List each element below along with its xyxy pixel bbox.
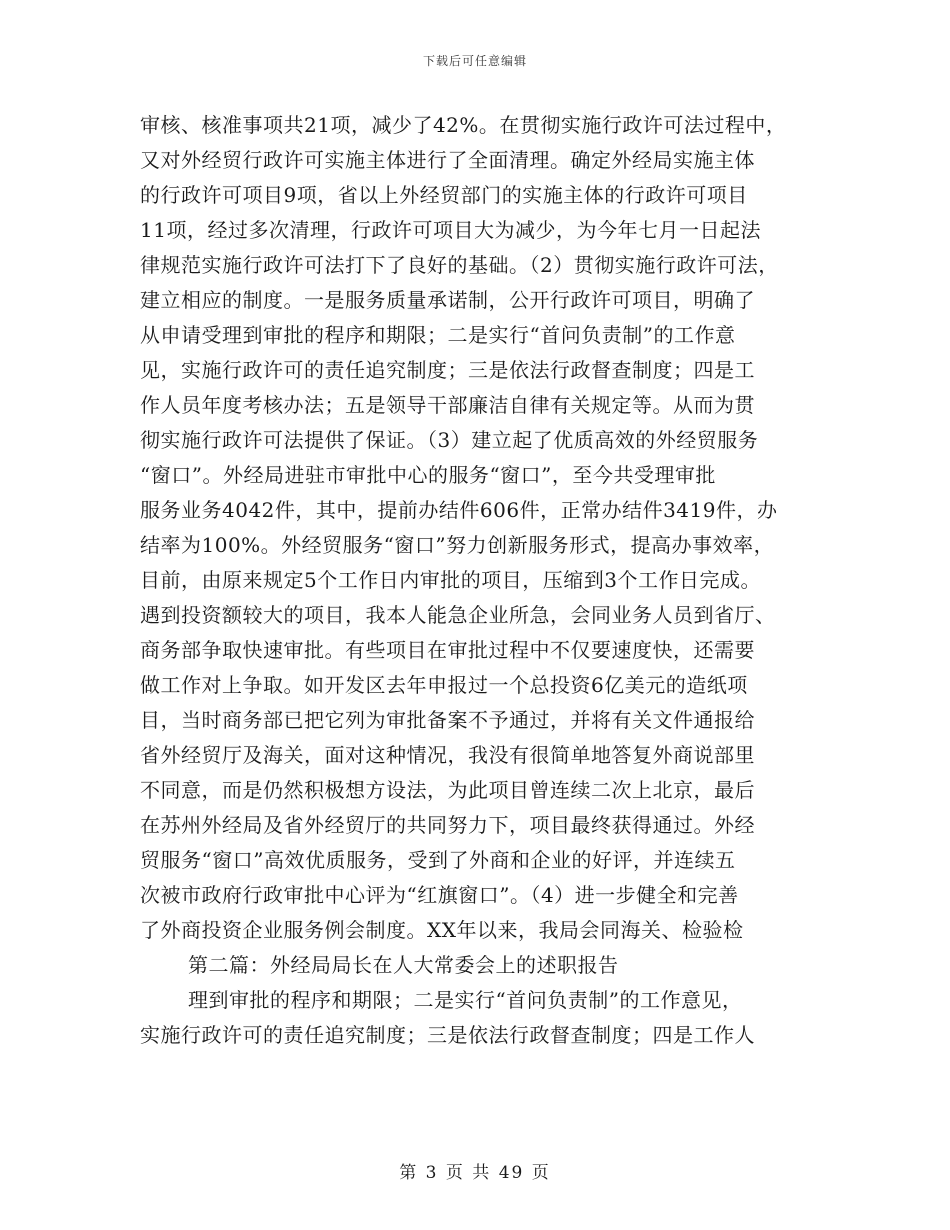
body-line: 结率为100%。外经贸服务“窗口”努力创新服务形式，提高办事效率， [140,533,775,557]
page-number: 第 3 页 共 49 页 [399,1163,551,1183]
body-line: 从申请受理到审批的程序和期限；二是实行“首问负责制”的工作意 [140,323,736,347]
body-line: 理到审批的程序和期限；二是实行“首问负责制”的工作意见， [188,988,743,1012]
body-line: 了外商投资企业服务例会制度。XX年以来，我局会同海关、检验检 [140,918,744,942]
body-line: 目，当时商务部已把它列为审批备案不予通过，并将有关文件通报给 [140,708,755,732]
body-line: 彻实施行政许可法提供了保证。（3）建立起了优质高效的外经贸服务 [140,428,759,452]
body-line: 建立相应的制度。一是服务质量承诺制，公开行政许可项目，明确了 [140,288,755,312]
body-line: 不同意，而是仍然积极想方设法，为此项目曾连续二次上北京，最后 [140,778,755,802]
body-line: 11项，经过多次清理，行政许可项目大为减少，为今年七月一日起法 [140,218,761,242]
body-line: 作人员年度考核办法；五是领导干部廉洁自律有关规定等。从而为贯 [140,393,755,417]
body-line: 目前，由原来规定5个工作日内审批的项目，压缩到3个工作日完成。 [140,568,761,592]
body-line: 又对外经贸行政许可实施主体进行了全面清理。确定外经局实施主体 [140,148,755,172]
section-title: 第二篇：外经局局长在人大常委会上的述职报告 [188,953,619,977]
body-line: 省外经贸厅及海关，面对这种情况，我没有很简单地答复外商说部里 [140,743,755,767]
body-line: 做工作对上争取。如开发区去年申报过一个总投资6亿美元的造纸项 [140,673,748,697]
body-line: 次被市政府行政审批中心评为“红旗窗口”。（4）进一步健全和完善 [140,883,739,907]
body-line: 律规范实施行政许可法打下了良好的基础。（2）贯彻实施行政许可法， [140,253,779,277]
body-line: 服务业务4042件，其中，提前办结件606件，正常办结件3419件，办 [140,498,778,522]
body-line: 在苏州外经局及省外经贸厅的共同努力下，项目最终获得通过。外经 [140,813,755,837]
page-header: 下载后可任意编辑 [422,54,527,68]
body-line: “窗口”。外经局进驻市审批中心的服务“窗口”，至今共受理审批 [140,463,716,487]
body-line: 贸服务“窗口”高效优质服务，受到了外商和企业的好评，并连续五 [140,848,736,872]
body-line: 遇到投资额较大的项目，我本人能急企业所急，会同业务人员到省厅、 [140,603,776,627]
body-line: 商务部争取快速审批。有些项目在审批过程中不仅要速度快，还需要 [140,638,755,662]
body-line: 实施行政许可的责任追究制度；三是依法行政督查制度；四是工作人 [140,1023,755,1047]
body-line: 的行政许可项目9项，省以上外经贸部门的实施主体的行政许可项目 [140,183,748,207]
body-line: 见，实施行政许可的责任追究制度；三是依法行政督查制度；四是工 [140,358,755,382]
body-line: 审核、核准事项共21项，减少了42%。在贯彻实施行政许可法过程中， [140,113,787,137]
